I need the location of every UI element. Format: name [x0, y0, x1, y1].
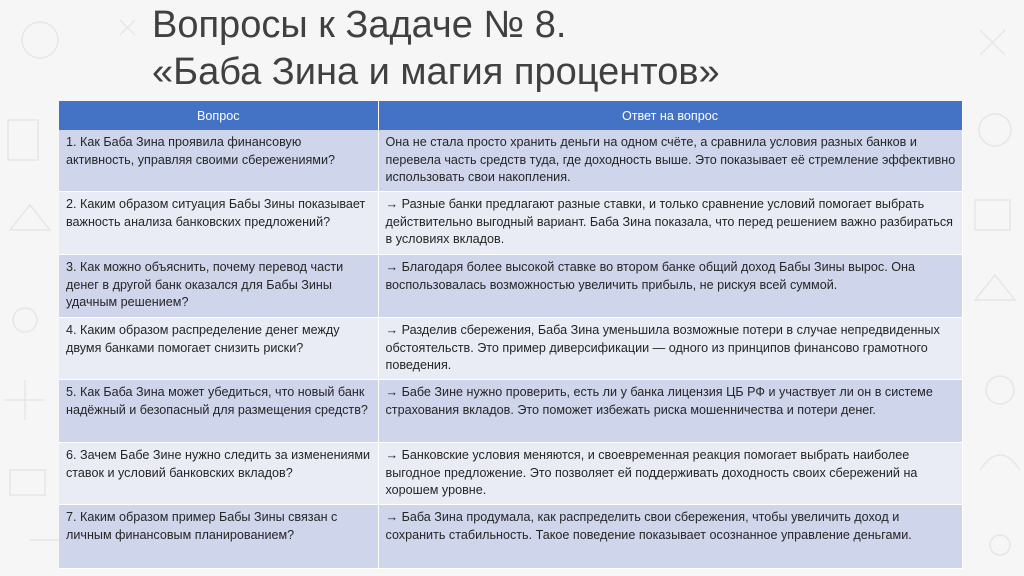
answer-cell: → Баба Зина продумала, как распределить свои сбережения, чтобы увеличить доход и сохранить стабильность. Такое поведение показывает осознанное управление деньгами. — [378, 505, 962, 569]
table-row — [59, 130, 962, 192]
header-answer: Ответ на вопрос — [378, 101, 962, 130]
question-cell: 3. Как можно объяснить, почему перевод части денег в другой банк оказался для Бабы Зины удачным решением? — [59, 255, 378, 318]
answer-cell: → Бабе Зине нужно проверить, есть ли у банка лицензия ЦБ РФ и участвует ли он в системе страхования вкладов. Это поможет избежать риска мошенничества и потери денег. — [378, 380, 962, 443]
answer-cell: → Банковские условия меняются, и своевременная реакция помогает выбрать наиболее выгодное предложение. Это позволяет ей поддерживать доходность своих сбережений на хорошем уровне. — [378, 443, 962, 505]
answer-cell: → Разные банки предлагают разные ставки, и только сравнение условий помогает выбрать действительно выгодный вариант. Баба Зина показала, что перед решением важно разбираться в условиях вкладов. — [378, 192, 962, 255]
title-line-2: «Баба Зина и магия процентов» — [152, 51, 720, 93]
table-row — [59, 380, 962, 443]
answer-cell: Она не стала просто хранить деньги на одном счёте, а сравнила условия разных банков и перевела часть средств туда, где доходность выше. Это показывает её стремление эффективно использовать свои накопления. — [378, 130, 962, 192]
question-cell: 6. Зачем Бабе Зине нужно следить за изменениями ставок и условий банковских вкладов? — [59, 443, 378, 505]
table-row — [59, 505, 962, 569]
question-cell: 7. Каким образом пример Бабы Зины связан с личным финансовым планированием? — [59, 505, 378, 569]
table-row — [59, 318, 962, 380]
answer-cell: → Разделив сбережения, Баба Зина уменьшила возможные потери в случае непредвиденных обстоятельств. Это пример диверсификации — одного из принципов финансово грамотного поведения. — [378, 318, 962, 380]
table-row — [59, 255, 962, 318]
question-cell: 1. Как Баба Зина проявила финансовую активность, управляя своими сбережениями? — [59, 130, 378, 192]
header-question: Вопрос — [59, 101, 378, 130]
question-cell: 5. Как Баба Зина может убедиться, что новый банк надёжный и безопасный для размещения средств? — [59, 380, 378, 443]
table-row — [59, 192, 962, 255]
qa-table — [59, 101, 963, 569]
answer-cell: → Благодаря более высокой ставке во втором банке общий доход Бабы Зины вырос. Она воспользовалась возможностью увеличить прибыль, не рискуя всей суммой. — [378, 255, 962, 318]
table-row — [59, 443, 962, 505]
question-cell: 2. Каким образом ситуация Бабы Зины показывает важность анализа банковских предложений? — [59, 192, 378, 255]
table-header-row — [59, 101, 962, 130]
question-cell: 4. Каким образом распределение денег между двумя банками помогает снизить риски? — [59, 318, 378, 380]
title-line-1: Вопросы к Задаче № 8. — [152, 4, 567, 46]
page-title — [152, 2, 992, 96]
